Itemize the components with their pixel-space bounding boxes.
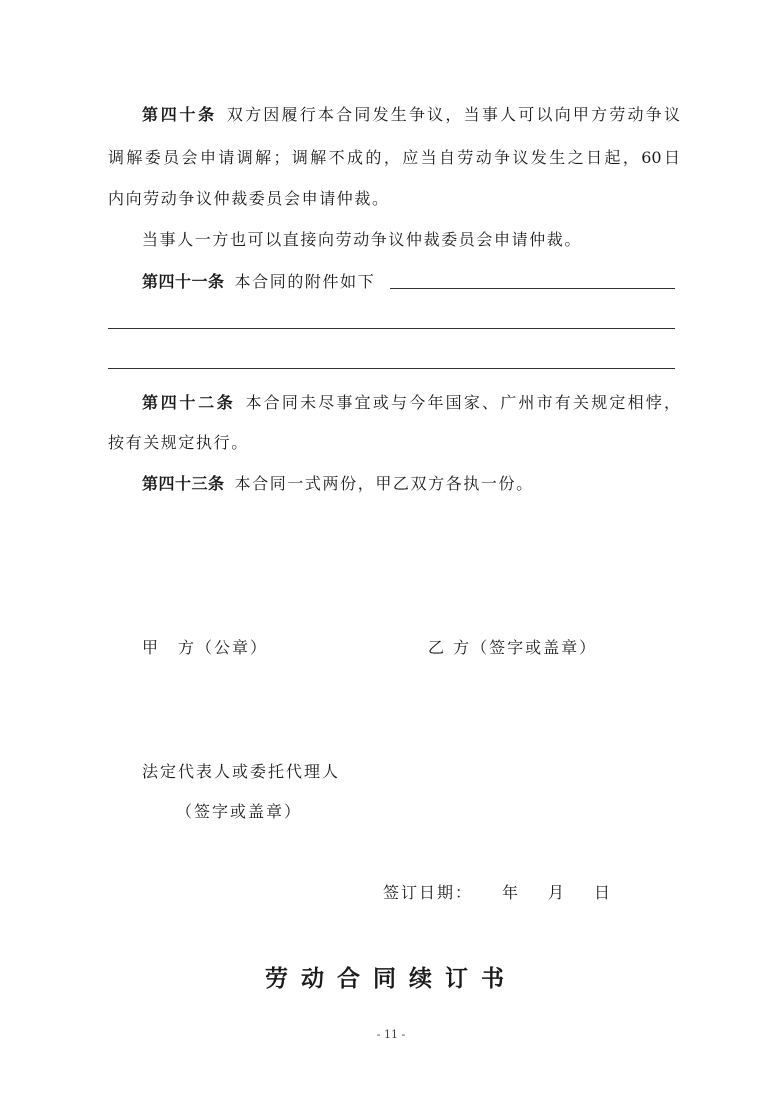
article-42-line-2: 按有关规定执行。: [108, 433, 249, 452]
party-a-seal-label: 甲 方（公章）: [142, 638, 269, 657]
sign-date-month: 月: [548, 883, 567, 902]
attachment-blank-line-3: [108, 368, 675, 369]
article-43-line-1: [142, 474, 534, 494]
article-40-line-2: 调解委员会申请调解；调解不成的，应当自劳动争议发生之日起，60日: [108, 148, 680, 167]
article-41-text-1: 本合同的附件如下: [234, 272, 376, 291]
article-40-line-3: 内向劳动争议仲裁委员会申请仲裁。: [108, 189, 390, 208]
article-42-line-1: [142, 393, 680, 413]
party-b-sign-label: 乙 方（签字或盖章）: [428, 638, 598, 657]
attachment-blank-line-2: [108, 328, 675, 329]
representative-sign-label: （签字或盖章）: [176, 802, 303, 821]
attachment-blank-line-1: [390, 288, 675, 289]
sign-date-day: 日: [594, 883, 613, 902]
article-42-text-1: 本合同未尽事宜或与今年国家、广州市有关规定相悖，: [245, 393, 680, 412]
article-42-label: 第四十二条: [142, 393, 236, 412]
representative-label: 法定代表人或委托代理人: [142, 762, 341, 781]
article-41-line-1: [142, 272, 375, 292]
sign-date-year: 年: [502, 883, 521, 902]
article-41-label: 第四十一条: [142, 272, 225, 291]
article-40-line-4: 当事人一方也可以直接向劳动争议仲裁委员会申请仲裁。: [142, 230, 583, 249]
article-43-text-1: 本合同一式两份，甲乙双方各执一份。: [234, 474, 534, 493]
article-40-label: 第四十条: [142, 105, 217, 124]
article-43-label: 第四十三条: [142, 474, 225, 493]
article-40-text-1: 双方因履行本合同发生争议，当事人可以向甲方劳动争议: [226, 105, 680, 124]
page-number: - 11 -: [376, 1028, 406, 1041]
article-40-line-1: [142, 105, 680, 125]
sign-date-label: 签订日期：: [383, 883, 474, 902]
renewal-section-title: 劳动合同续订书: [265, 966, 517, 992]
